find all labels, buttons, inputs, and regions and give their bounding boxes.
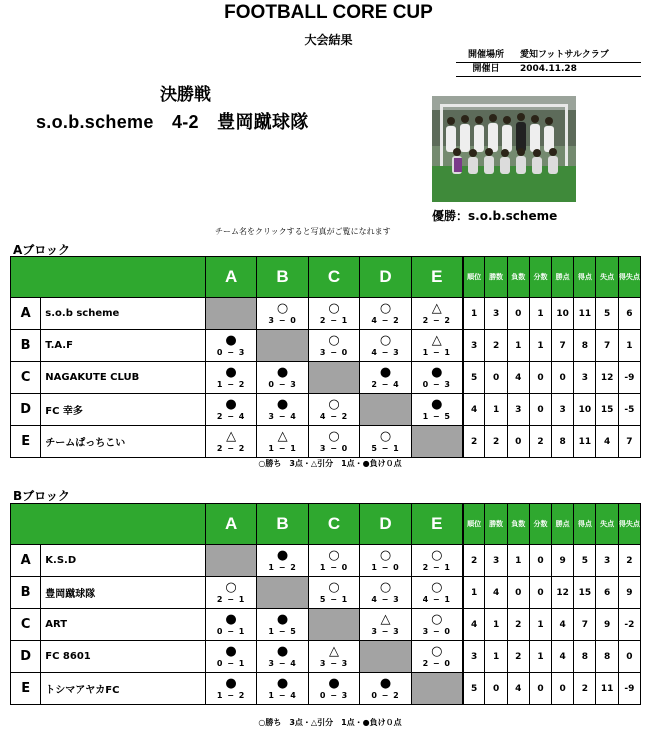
stat-cell: 3 (574, 362, 596, 394)
match-score: 4 − 2 (371, 316, 400, 325)
stat-cell: 7 (552, 330, 574, 362)
result-mark-icon: ○ (379, 548, 392, 563)
table-row (11, 641, 641, 673)
stat-cell: 8 (552, 426, 574, 458)
col-header-c: C (308, 504, 359, 545)
page-subtitle: 大会結果 (304, 33, 353, 47)
match-score: 4 − 3 (371, 348, 400, 357)
match-score: 3 − 3 (319, 659, 349, 668)
stat-cell: 0 (507, 577, 529, 609)
stat-cell: 2 (507, 609, 529, 641)
result-mark-icon: ● (276, 644, 289, 659)
match-score: 1 − 2 (216, 691, 246, 700)
result-mark-icon: ○ (328, 301, 340, 316)
stat-header-draws: 分数 (529, 257, 551, 298)
table-row (11, 426, 641, 458)
result-mark-icon: ○ (379, 580, 392, 595)
stat-cell: 0 (618, 641, 640, 673)
match-score: 1 − 5 (422, 412, 451, 421)
match-score: 2 − 1 (319, 316, 349, 325)
result-mark-icon: ● (328, 676, 340, 691)
self-match-cell (257, 330, 308, 362)
team-name-link[interactable]: 豊岡蹴球隊 (41, 577, 206, 609)
stat-cell: 2 (618, 545, 640, 577)
stat-cell: 4 (507, 673, 529, 705)
stat-cell: 0 (507, 426, 529, 458)
match-result-cell (411, 330, 462, 362)
header-row (11, 257, 641, 298)
table-row (11, 330, 641, 362)
stat-cell: 0 (552, 362, 574, 394)
match-result-cell (205, 330, 256, 362)
result-mark-icon: ● (276, 676, 289, 691)
stat-cell: 1 (529, 641, 551, 673)
match-result-cell (411, 609, 462, 641)
stat-cell: 1 (485, 394, 507, 426)
result-mark-icon: ○ (379, 301, 392, 316)
match-result-cell (205, 609, 256, 641)
stat-header-goal-diff: 得失点 (618, 257, 640, 298)
match-result-cell (308, 426, 359, 458)
venue-value: 愛知フットサルクラブ (520, 50, 609, 60)
match-score: 2 − 1 (422, 563, 451, 572)
stat-cell: 7 (574, 609, 596, 641)
stat-cell: 11 (574, 426, 596, 458)
match-score: 0 − 1 (216, 659, 246, 668)
result-mark-icon: ● (379, 365, 392, 380)
self-match-cell (257, 577, 308, 609)
match-score: 3 − 4 (268, 412, 297, 421)
stat-cell: 6 (618, 298, 640, 330)
row-id: E (11, 426, 41, 458)
stat-cell: 4 (596, 426, 618, 458)
stat-cell: 8 (574, 641, 596, 673)
row-id: D (11, 641, 41, 673)
table-row (11, 673, 641, 705)
stat-cell: 8 (596, 641, 618, 673)
match-score: 5 − 1 (319, 595, 349, 604)
col-header-a: A (205, 504, 256, 545)
match-result-cell (257, 609, 308, 641)
row-id: D (11, 394, 41, 426)
match-result-cell (205, 426, 256, 458)
col-header-c: C (308, 257, 359, 298)
stat-cell: 9 (552, 545, 574, 577)
match-result-cell (257, 298, 308, 330)
table-row (11, 298, 641, 330)
self-match-cell (205, 545, 256, 577)
stat-header-goals-against: 失点 (596, 504, 618, 545)
stat-header-rank: 順位 (463, 504, 485, 545)
match-result-cell (205, 673, 256, 705)
stat-cell: 5 (574, 545, 596, 577)
stat-cell: 3 (552, 394, 574, 426)
result-mark-icon: ○ (276, 301, 289, 316)
match-score: 0 − 3 (319, 691, 349, 700)
match-score: 3 − 0 (422, 627, 451, 636)
col-header-d: D (360, 504, 411, 545)
result-mark-icon: ○ (431, 548, 443, 563)
match-score: 1 − 2 (216, 380, 246, 389)
venue-row (456, 49, 641, 63)
match-result-cell (360, 362, 411, 394)
stat-cell: 2 (463, 545, 485, 577)
table-row (11, 394, 641, 426)
stat-cell: -9 (618, 362, 640, 394)
stat-cell: 1 (485, 609, 507, 641)
stat-cell: 1 (507, 330, 529, 362)
stat-cell: 1 (485, 641, 507, 673)
stat-cell: 7 (596, 330, 618, 362)
self-match-cell (411, 673, 462, 705)
match-result-cell (257, 545, 308, 577)
stat-header-wins: 勝数 (485, 504, 507, 545)
match-result-cell (360, 330, 411, 362)
match-result-cell (205, 362, 256, 394)
final-result: s.o.b.scheme 4-2 豊岡蹴球隊 (36, 112, 309, 132)
stat-cell: 3 (485, 298, 507, 330)
result-mark-icon: ● (225, 333, 237, 348)
result-mark-icon: ○ (328, 333, 340, 348)
header-row (11, 504, 641, 545)
result-mark-icon: △ (329, 644, 340, 659)
venue-label: 開催場所 (467, 50, 504, 60)
match-score: 4 − 1 (422, 595, 451, 604)
match-score: 1 − 0 (319, 563, 349, 572)
venue-info (456, 49, 641, 77)
match-score: 4 − 3 (371, 595, 400, 604)
col-header-e: E (411, 257, 462, 298)
stat-cell: 4 (485, 577, 507, 609)
stat-cell: 3 (507, 394, 529, 426)
block-a-rows (11, 298, 641, 458)
legend-a: ○勝ち 3点・△引分 1点・●負け０点 (258, 459, 402, 468)
result-mark-icon: ● (431, 365, 443, 380)
stat-cell: 12 (552, 577, 574, 609)
row-id: C (11, 609, 41, 641)
match-score: 3 − 0 (319, 444, 349, 453)
stat-cell: 4 (463, 609, 485, 641)
match-score: 3 − 0 (268, 316, 297, 325)
match-result-cell (257, 362, 308, 394)
match-score: 2 − 0 (422, 659, 451, 668)
stat-header-points: 勝点 (552, 504, 574, 545)
result-mark-icon: ● (431, 397, 443, 412)
stat-cell: 0 (529, 577, 551, 609)
stat-cell: 0 (507, 298, 529, 330)
result-mark-icon: ○ (431, 612, 443, 627)
stat-header-losses: 負数 (507, 257, 529, 298)
result-mark-icon: ○ (431, 580, 443, 595)
stat-cell: 2 (574, 673, 596, 705)
stat-cell: 11 (574, 298, 596, 330)
stat-cell: 0 (529, 545, 551, 577)
stat-cell: 4 (552, 609, 574, 641)
match-result-cell (360, 577, 411, 609)
col-header-d: D (360, 257, 411, 298)
result-mark-icon: ● (225, 644, 237, 659)
result-mark-icon: ● (225, 676, 237, 691)
match-score: 2 − 4 (216, 412, 246, 421)
result-mark-icon: ● (276, 548, 289, 563)
match-score: 0 − 1 (216, 627, 246, 636)
stat-cell: 5 (463, 362, 485, 394)
team-name-link[interactable]: チームぱっちこい (41, 426, 206, 458)
winner-team-photo (432, 96, 576, 202)
stat-header-goals-for: 得点 (574, 504, 596, 545)
match-score: 0 − 3 (422, 380, 451, 389)
match-score: 5 − 1 (371, 444, 400, 453)
stat-cell: 5 (463, 673, 485, 705)
stat-cell: 2 (485, 426, 507, 458)
self-match-cell (308, 609, 359, 641)
match-score: 1 − 1 (422, 348, 451, 357)
match-result-cell (308, 545, 359, 577)
match-score: 2 − 1 (216, 595, 246, 604)
stat-cell: 2 (529, 426, 551, 458)
team-name-link[interactable]: FC 8601 (41, 641, 206, 673)
match-result-cell (411, 545, 462, 577)
block-b-rows (11, 545, 641, 705)
click-note: チーム名をクリックすると写真がご覧になれます (215, 227, 391, 236)
page-title: FOOTBALL CORE CUP (224, 2, 433, 23)
match-score: 2 − 2 (422, 316, 451, 325)
result-mark-icon: ● (276, 612, 289, 627)
result-mark-icon: ○ (328, 397, 340, 412)
row-id: B (11, 577, 41, 609)
match-result-cell (308, 298, 359, 330)
stat-cell: 0 (529, 673, 551, 705)
stat-cell: 15 (574, 577, 596, 609)
match-result-cell (257, 426, 308, 458)
col-header-a: A (205, 257, 256, 298)
stat-cell: 3 (485, 545, 507, 577)
match-score: 1 − 2 (268, 563, 297, 572)
stat-cell: 8 (574, 330, 596, 362)
row-id: B (11, 330, 41, 362)
result-mark-icon: ● (225, 397, 237, 412)
team-name-link[interactable]: K.S.D (41, 545, 206, 577)
match-result-cell (205, 394, 256, 426)
stat-cell: 1 (618, 330, 640, 362)
self-match-cell (411, 426, 462, 458)
result-mark-icon: ○ (431, 644, 443, 659)
stat-cell: 2 (463, 426, 485, 458)
stat-header-rank: 順位 (463, 257, 485, 298)
result-mark-icon: ● (276, 365, 289, 380)
stat-cell: 4 (552, 641, 574, 673)
match-score: 3 − 4 (268, 659, 297, 668)
match-result-cell (411, 362, 462, 394)
stat-header-losses: 負数 (507, 504, 529, 545)
stat-cell: 1 (507, 545, 529, 577)
header-blank (11, 257, 206, 298)
stat-cell: -5 (618, 394, 640, 426)
self-match-cell (205, 298, 256, 330)
result-mark-icon: ● (225, 365, 237, 380)
date-row (456, 63, 641, 77)
stat-cell: 5 (596, 298, 618, 330)
stat-cell: 9 (618, 577, 640, 609)
stat-cell: 3 (463, 330, 485, 362)
self-match-cell (360, 641, 411, 673)
row-id: A (11, 298, 41, 330)
team-name-link[interactable]: T.A.F (41, 330, 206, 362)
stat-cell: 0 (529, 362, 551, 394)
stat-cell: 1 (463, 298, 485, 330)
result-mark-icon: △ (431, 301, 442, 316)
col-header-b: B (257, 504, 308, 545)
team-name-link[interactable]: トシマアヤカFC (41, 673, 206, 705)
stat-header-points: 勝点 (552, 257, 574, 298)
match-result-cell (360, 426, 411, 458)
stat-cell: 2 (507, 641, 529, 673)
match-score: 2 − 4 (371, 380, 400, 389)
stat-cell: 1 (529, 298, 551, 330)
result-mark-icon: ● (225, 612, 237, 627)
block-b-table (10, 503, 641, 705)
result-mark-icon: ● (379, 676, 392, 691)
table-row (11, 545, 641, 577)
header-blank (11, 504, 206, 545)
self-match-cell (360, 394, 411, 426)
table-row (11, 577, 641, 609)
match-score: 1 − 1 (268, 444, 297, 453)
stat-cell: 0 (552, 673, 574, 705)
winner-label: 優勝：s.o.b.scheme (432, 209, 558, 223)
stat-header-draws: 分数 (529, 504, 551, 545)
result-mark-icon: ○ (379, 333, 392, 348)
result-mark-icon: ● (276, 397, 289, 412)
block-b-label: Bブロック (13, 489, 70, 503)
stat-cell: 7 (618, 426, 640, 458)
match-result-cell (308, 641, 359, 673)
match-result-cell (257, 641, 308, 673)
date-value: 2004.11.28 (520, 64, 577, 74)
match-score: 3 − 3 (371, 627, 400, 636)
stat-cell: 2 (485, 330, 507, 362)
col-header-b: B (257, 257, 308, 298)
stat-cell: 15 (596, 394, 618, 426)
match-result-cell (411, 394, 462, 426)
match-result-cell (257, 673, 308, 705)
stat-cell: 4 (463, 394, 485, 426)
match-score: 3 − 0 (319, 348, 349, 357)
result-mark-icon: ○ (328, 580, 340, 595)
match-score: 1 − 0 (371, 563, 400, 572)
result-mark-icon: ○ (328, 548, 340, 563)
match-score: 0 − 3 (268, 380, 297, 389)
result-mark-icon: ○ (328, 429, 340, 444)
stat-cell: 6 (596, 577, 618, 609)
result-mark-icon: △ (431, 333, 442, 348)
stat-cell: 0 (485, 673, 507, 705)
match-result-cell (308, 330, 359, 362)
stat-cell: 10 (574, 394, 596, 426)
match-result-cell (308, 673, 359, 705)
stat-cell: 3 (463, 641, 485, 673)
block-a-table (10, 256, 641, 458)
stat-header-wins: 勝数 (485, 257, 507, 298)
match-result-cell (308, 577, 359, 609)
stat-cell: 3 (596, 545, 618, 577)
block-a-label: Aブロック (13, 243, 71, 257)
result-mark-icon: △ (226, 429, 237, 444)
result-mark-icon: △ (277, 429, 288, 444)
col-header-e: E (411, 504, 462, 545)
final-label: 決勝戦 (160, 85, 211, 105)
row-id: E (11, 673, 41, 705)
table-row (11, 362, 641, 394)
match-result-cell (360, 609, 411, 641)
self-match-cell (308, 362, 359, 394)
stat-header-goals-against: 失点 (596, 257, 618, 298)
result-mark-icon: ○ (379, 429, 392, 444)
date-label: 開催日 (472, 64, 500, 74)
match-result-cell (205, 641, 256, 673)
legend-b: ○勝ち 3点・△引分 1点・●負け０点 (258, 718, 402, 727)
match-score: 0 − 2 (371, 691, 400, 700)
row-id: C (11, 362, 41, 394)
team-name-link[interactable]: ART (41, 609, 206, 641)
result-mark-icon: ○ (225, 580, 237, 595)
team-photo-image (432, 96, 576, 202)
match-result-cell (205, 577, 256, 609)
stat-cell: 4 (507, 362, 529, 394)
match-score: 1 − 5 (268, 627, 297, 636)
match-result-cell (360, 545, 411, 577)
result-mark-icon: △ (380, 612, 391, 627)
stat-cell: 10 (552, 298, 574, 330)
match-result-cell (411, 641, 462, 673)
match-result-cell (308, 394, 359, 426)
match-result-cell (411, 298, 462, 330)
row-id: A (11, 545, 41, 577)
stat-header-goals-for: 得点 (574, 257, 596, 298)
stat-cell: 11 (596, 673, 618, 705)
stat-cell: 9 (596, 609, 618, 641)
match-score: 0 − 3 (216, 348, 246, 357)
stat-cell: -9 (618, 673, 640, 705)
stat-cell: -2 (618, 609, 640, 641)
stat-cell: 1 (463, 577, 485, 609)
stat-cell: 1 (529, 609, 551, 641)
stat-header-goal-diff: 得失点 (618, 504, 640, 545)
stat-cell: 0 (529, 394, 551, 426)
match-score: 2 − 2 (216, 444, 246, 453)
team-name-link[interactable]: NAGAKUTE CLUB (41, 362, 206, 394)
match-score: 4 − 2 (319, 412, 349, 421)
team-name-link[interactable]: s.o.b scheme (41, 298, 206, 330)
stat-cell: 1 (529, 330, 551, 362)
table-row (11, 609, 641, 641)
match-result-cell (411, 577, 462, 609)
team-name-link[interactable]: FC 幸多 (41, 394, 206, 426)
stat-cell: 0 (485, 362, 507, 394)
stat-cell: 12 (596, 362, 618, 394)
match-result-cell (257, 394, 308, 426)
match-result-cell (360, 298, 411, 330)
match-score: 1 − 4 (268, 691, 297, 700)
match-result-cell (360, 673, 411, 705)
